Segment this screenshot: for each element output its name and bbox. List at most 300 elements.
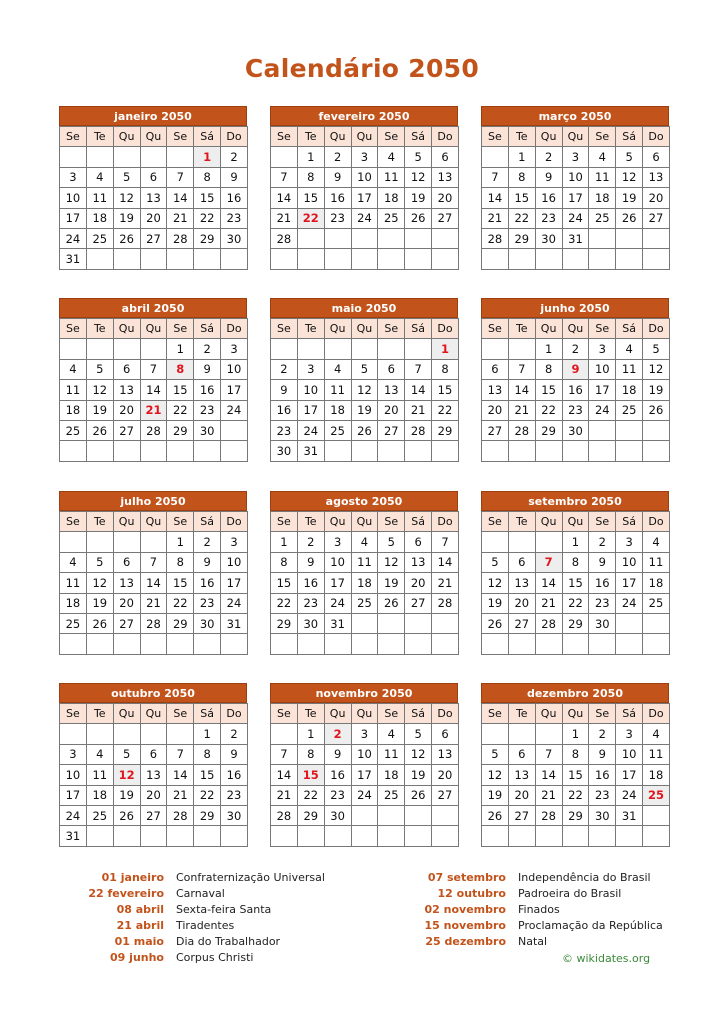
day-cell: 17: [351, 188, 378, 208]
day-cell: 4: [86, 167, 113, 187]
empty-cell: [351, 634, 378, 654]
empty-cell: [508, 249, 535, 269]
day-cell: 9: [297, 552, 324, 572]
day-cell: 26: [616, 208, 643, 228]
day-cell: 5: [482, 552, 509, 572]
weekday-header: Sá: [194, 704, 221, 724]
empty-cell: [482, 147, 509, 167]
empty-cell: [589, 420, 616, 440]
holiday-row: [400, 902, 663, 918]
weekday-header: Qu: [535, 127, 562, 147]
day-cell: 7: [535, 744, 562, 764]
day-cell: 3: [351, 147, 378, 167]
day-cell: 27: [113, 613, 140, 633]
empty-cell: [271, 724, 298, 744]
holiday-day-cell: 25: [643, 785, 670, 805]
day-cell: 17: [616, 765, 643, 785]
empty-cell: [616, 613, 643, 633]
empty-cell: [508, 339, 535, 359]
day-cell: 12: [86, 380, 113, 400]
day-cell: 2: [271, 359, 298, 379]
day-cell: 31: [221, 613, 248, 633]
weekday-header: Se: [167, 704, 194, 724]
day-cell: 2: [324, 147, 351, 167]
day-cell: 10: [324, 552, 351, 572]
empty-cell: [140, 826, 167, 846]
holiday-date: 01 janeiro: [101, 871, 164, 884]
day-cell: 20: [482, 400, 509, 420]
day-cell: 28: [432, 593, 459, 613]
weekday-header: Te: [508, 512, 535, 532]
day-cell: 17: [324, 573, 351, 593]
weekday-header: Sá: [405, 127, 432, 147]
holiday-row: [58, 918, 325, 934]
day-cell: 25: [589, 208, 616, 228]
day-cell: 12: [482, 765, 509, 785]
day-cell: 26: [482, 805, 509, 825]
empty-cell: [167, 826, 194, 846]
holiday-name: Sexta-feira Santa: [176, 903, 272, 916]
day-cell: 5: [86, 359, 113, 379]
day-cell: 29: [535, 420, 562, 440]
empty-cell: [60, 441, 87, 461]
day-cell: 15: [194, 765, 221, 785]
empty-cell: [616, 826, 643, 846]
day-cell: 26: [86, 613, 113, 633]
day-cell: 22: [562, 593, 589, 613]
day-cell: 21: [535, 593, 562, 613]
day-cell: 22: [432, 400, 459, 420]
day-cell: 13: [113, 573, 140, 593]
day-cell: 30: [324, 805, 351, 825]
day-cell: 18: [643, 765, 670, 785]
day-cell: 8: [432, 359, 459, 379]
day-cell: 15: [562, 765, 589, 785]
empty-cell: [271, 634, 298, 654]
empty-cell: [432, 826, 459, 846]
day-cell: 26: [113, 228, 140, 248]
weekday-header: Te: [508, 704, 535, 724]
empty-cell: [405, 249, 432, 269]
day-cell: 19: [482, 785, 509, 805]
holiday-day-cell: 21: [140, 400, 167, 420]
weekday-header: Te: [297, 319, 324, 339]
holiday-date: 21 abril: [116, 919, 164, 932]
holiday-day-cell: 15: [297, 765, 324, 785]
day-cell: 8: [167, 552, 194, 572]
holiday-date: 07 setembro: [427, 871, 506, 884]
empty-cell: [113, 532, 140, 552]
holiday-name: Corpus Christi: [176, 951, 254, 964]
day-cell: 11: [60, 573, 87, 593]
weekday-header: Qu: [113, 319, 140, 339]
empty-cell: [297, 249, 324, 269]
day-cell: 26: [405, 208, 432, 228]
empty-cell: [643, 613, 670, 633]
holiday-name: Confraternização Universal: [176, 871, 325, 884]
day-cell: 28: [271, 228, 298, 248]
empty-cell: [589, 441, 616, 461]
holiday-day-cell: 2: [324, 724, 351, 744]
empty-cell: [351, 826, 378, 846]
day-cell: 7: [271, 167, 298, 187]
day-cell: 30: [589, 613, 616, 633]
day-cell: 26: [113, 805, 140, 825]
day-cell: 12: [405, 744, 432, 764]
day-cell: 13: [508, 573, 535, 593]
day-cell: 23: [535, 208, 562, 228]
empty-cell: [589, 249, 616, 269]
day-cell: 25: [643, 593, 670, 613]
weekday-header: Se: [378, 127, 405, 147]
empty-cell: [60, 634, 87, 654]
day-cell: 21: [482, 208, 509, 228]
day-cell: 19: [643, 380, 670, 400]
day-cell: 21: [271, 785, 298, 805]
day-cell: 27: [140, 805, 167, 825]
day-cell: 11: [324, 380, 351, 400]
day-cell: 14: [140, 573, 167, 593]
empty-cell: [482, 339, 509, 359]
day-cell: 18: [351, 573, 378, 593]
day-cell: 22: [167, 593, 194, 613]
weekday-header: Se: [589, 127, 616, 147]
empty-cell: [86, 339, 113, 359]
day-cell: 6: [405, 532, 432, 552]
empty-cell: [167, 249, 194, 269]
day-cell: 21: [432, 573, 459, 593]
day-cell: 6: [113, 552, 140, 572]
day-cell: 3: [221, 339, 248, 359]
empty-cell: [508, 441, 535, 461]
day-cell: 8: [194, 744, 221, 764]
day-cell: 30: [589, 805, 616, 825]
day-cell: 5: [86, 552, 113, 572]
day-cell: 24: [351, 785, 378, 805]
empty-cell: [405, 826, 432, 846]
day-cell: 27: [508, 805, 535, 825]
holiday-row: [400, 886, 663, 902]
empty-cell: [508, 634, 535, 654]
day-cell: 29: [271, 613, 298, 633]
day-cell: 13: [140, 188, 167, 208]
day-cell: 25: [378, 785, 405, 805]
day-cell: 28: [535, 613, 562, 633]
weekday-header: Qu: [562, 512, 589, 532]
day-cell: 11: [86, 765, 113, 785]
day-cell: 20: [140, 208, 167, 228]
day-cell: 7: [432, 532, 459, 552]
day-cell: 15: [167, 380, 194, 400]
month-title: maio 2050: [270, 298, 458, 318]
day-cell: 12: [86, 573, 113, 593]
empty-cell: [643, 826, 670, 846]
empty-cell: [113, 634, 140, 654]
day-cell: 12: [113, 188, 140, 208]
empty-cell: [432, 228, 459, 248]
day-cell: 9: [589, 552, 616, 572]
empty-cell: [86, 634, 113, 654]
day-cell: 13: [113, 380, 140, 400]
day-cell: 25: [616, 400, 643, 420]
day-cell: 29: [297, 805, 324, 825]
empty-cell: [351, 249, 378, 269]
day-cell: 30: [194, 420, 221, 440]
day-cell: 21: [535, 785, 562, 805]
day-cell: 14: [508, 380, 535, 400]
weekday-header: Se: [378, 704, 405, 724]
day-cell: 6: [113, 359, 140, 379]
weekday-header: Qu: [562, 127, 589, 147]
day-cell: 28: [140, 613, 167, 633]
day-cell: 18: [86, 208, 113, 228]
empty-cell: [194, 249, 221, 269]
holiday-day-cell: 12: [113, 765, 140, 785]
day-cell: 22: [297, 785, 324, 805]
day-cell: 10: [60, 188, 87, 208]
empty-cell: [562, 249, 589, 269]
month-block: [59, 298, 247, 462]
day-cell: 1: [271, 532, 298, 552]
empty-cell: [113, 339, 140, 359]
day-cell: 5: [113, 744, 140, 764]
day-cell: 9: [324, 744, 351, 764]
day-cell: 19: [378, 573, 405, 593]
day-cell: 6: [140, 744, 167, 764]
day-cell: 7: [508, 359, 535, 379]
day-cell: 1: [562, 724, 589, 744]
day-cell: 27: [378, 420, 405, 440]
weekday-header: Se: [589, 319, 616, 339]
day-cell: 24: [562, 208, 589, 228]
day-cell: 9: [194, 552, 221, 572]
holiday-row: [400, 934, 663, 950]
day-cell: 25: [351, 593, 378, 613]
holiday-list-left: [58, 870, 325, 966]
holiday-date: 25 dezembro: [425, 935, 506, 948]
holiday-day-cell: 1: [194, 147, 221, 167]
holiday-name: Tiradentes: [176, 919, 235, 932]
weekday-header: Sá: [405, 319, 432, 339]
empty-cell: [589, 634, 616, 654]
day-cell: 31: [616, 805, 643, 825]
empty-cell: [378, 228, 405, 248]
day-cell: 15: [432, 380, 459, 400]
day-cell: 13: [432, 167, 459, 187]
holiday-row: [58, 902, 325, 918]
day-cell: 2: [535, 147, 562, 167]
day-cell: 8: [562, 744, 589, 764]
weekday-header: Se: [482, 127, 509, 147]
weekday-header: Do: [643, 319, 670, 339]
day-cell: 24: [324, 593, 351, 613]
day-cell: 17: [60, 208, 87, 228]
weekday-header: Qu: [113, 127, 140, 147]
holiday-row: [58, 950, 325, 966]
empty-cell: [324, 339, 351, 359]
day-cell: 22: [194, 208, 221, 228]
empty-cell: [616, 249, 643, 269]
month-block: [481, 106, 669, 270]
day-cell: 14: [271, 765, 298, 785]
empty-cell: [351, 339, 378, 359]
day-cell: 25: [60, 613, 87, 633]
empty-cell: [351, 441, 378, 461]
day-cell: 9: [221, 167, 248, 187]
holiday-name: Padroeira do Brasil: [518, 887, 622, 900]
day-cell: 21: [508, 400, 535, 420]
day-cell: 14: [482, 188, 509, 208]
day-cell: 6: [378, 359, 405, 379]
month-title: agosto 2050: [270, 491, 458, 511]
month-block: [270, 298, 458, 462]
weekday-header: Sá: [616, 704, 643, 724]
day-cell: 19: [482, 593, 509, 613]
day-cell: 13: [643, 167, 670, 187]
day-cell: 28: [482, 228, 509, 248]
empty-cell: [432, 613, 459, 633]
day-cell: 16: [535, 188, 562, 208]
day-cell: 30: [221, 805, 248, 825]
day-cell: 4: [351, 532, 378, 552]
day-cell: 9: [324, 167, 351, 187]
day-cell: 19: [616, 188, 643, 208]
day-cell: 23: [271, 420, 298, 440]
holiday-row: [58, 870, 325, 886]
weekday-header: Qu: [113, 512, 140, 532]
empty-cell: [432, 441, 459, 461]
day-cell: 27: [643, 208, 670, 228]
empty-cell: [643, 441, 670, 461]
weekday-header: Qu: [351, 319, 378, 339]
day-cell: 2: [589, 724, 616, 744]
day-cell: 29: [508, 228, 535, 248]
empty-cell: [86, 249, 113, 269]
day-cell: 6: [508, 744, 535, 764]
day-cell: 5: [113, 167, 140, 187]
day-cell: 6: [482, 359, 509, 379]
day-cell: 3: [589, 339, 616, 359]
weekday-header: Do: [432, 127, 459, 147]
day-cell: 3: [60, 167, 87, 187]
month-block: [270, 491, 458, 655]
empty-cell: [167, 441, 194, 461]
day-cell: 30: [297, 613, 324, 633]
weekday-header: Qu: [562, 704, 589, 724]
weekday-header: Te: [86, 127, 113, 147]
day-cell: 1: [297, 724, 324, 744]
day-cell: 17: [221, 573, 248, 593]
empty-cell: [378, 826, 405, 846]
day-cell: 27: [140, 228, 167, 248]
empty-cell: [324, 249, 351, 269]
day-cell: 22: [167, 400, 194, 420]
empty-cell: [167, 634, 194, 654]
empty-cell: [616, 441, 643, 461]
day-cell: 31: [562, 228, 589, 248]
day-cell: 29: [167, 420, 194, 440]
day-cell: 15: [271, 573, 298, 593]
holiday-day-cell: 7: [535, 552, 562, 572]
empty-cell: [482, 634, 509, 654]
day-cell: 3: [60, 744, 87, 764]
day-cell: 11: [616, 359, 643, 379]
empty-cell: [432, 805, 459, 825]
day-cell: 29: [194, 805, 221, 825]
weekday-header: Qu: [535, 704, 562, 724]
day-cell: 27: [432, 208, 459, 228]
day-cell: 18: [643, 573, 670, 593]
holiday-name: Carnaval: [176, 887, 225, 900]
month-title: setembro 2050: [481, 491, 669, 511]
day-cell: 10: [351, 167, 378, 187]
day-cell: 23: [589, 785, 616, 805]
footer-credit: © wikidates.org: [562, 952, 651, 965]
weekday-header: Se: [271, 512, 298, 532]
day-cell: 31: [60, 826, 87, 846]
day-cell: 26: [643, 400, 670, 420]
day-cell: 27: [482, 420, 509, 440]
month-title: novembro 2050: [270, 683, 458, 703]
day-cell: 23: [194, 593, 221, 613]
empty-cell: [508, 724, 535, 744]
day-cell: 24: [616, 593, 643, 613]
empty-cell: [221, 249, 248, 269]
day-cell: 29: [562, 805, 589, 825]
holiday-date: 09 junho: [110, 951, 164, 964]
day-cell: 5: [405, 724, 432, 744]
empty-cell: [60, 724, 87, 744]
day-cell: 7: [167, 744, 194, 764]
empty-cell: [324, 826, 351, 846]
weekday-header: Qu: [140, 512, 167, 532]
day-cell: 10: [60, 765, 87, 785]
weekday-header: Sá: [616, 319, 643, 339]
empty-cell: [297, 339, 324, 359]
holiday-list-right: [400, 870, 663, 950]
day-cell: 31: [60, 249, 87, 269]
day-cell: 20: [378, 400, 405, 420]
day-cell: 26: [405, 785, 432, 805]
weekday-header: Qu: [140, 127, 167, 147]
day-cell: 4: [378, 724, 405, 744]
month-title: fevereiro 2050: [270, 106, 458, 126]
holiday-date: 02 novembro: [424, 903, 506, 916]
day-cell: 31: [297, 441, 324, 461]
day-cell: 17: [221, 380, 248, 400]
day-cell: 10: [221, 552, 248, 572]
month-block: [270, 106, 458, 270]
holiday-day-cell: 9: [562, 359, 589, 379]
holiday-day-cell: 1: [432, 339, 459, 359]
weekday-header: Te: [508, 319, 535, 339]
day-cell: 23: [562, 400, 589, 420]
weekday-header: Se: [378, 512, 405, 532]
empty-cell: [140, 634, 167, 654]
empty-cell: [194, 634, 221, 654]
day-cell: 25: [86, 228, 113, 248]
day-cell: 6: [432, 147, 459, 167]
day-cell: 16: [221, 188, 248, 208]
day-cell: 26: [351, 420, 378, 440]
holiday-name: Independência do Brasil: [518, 871, 651, 884]
empty-cell: [297, 634, 324, 654]
day-cell: 20: [405, 573, 432, 593]
empty-cell: [405, 228, 432, 248]
day-cell: 21: [167, 785, 194, 805]
day-cell: 19: [86, 400, 113, 420]
day-cell: 5: [482, 744, 509, 764]
